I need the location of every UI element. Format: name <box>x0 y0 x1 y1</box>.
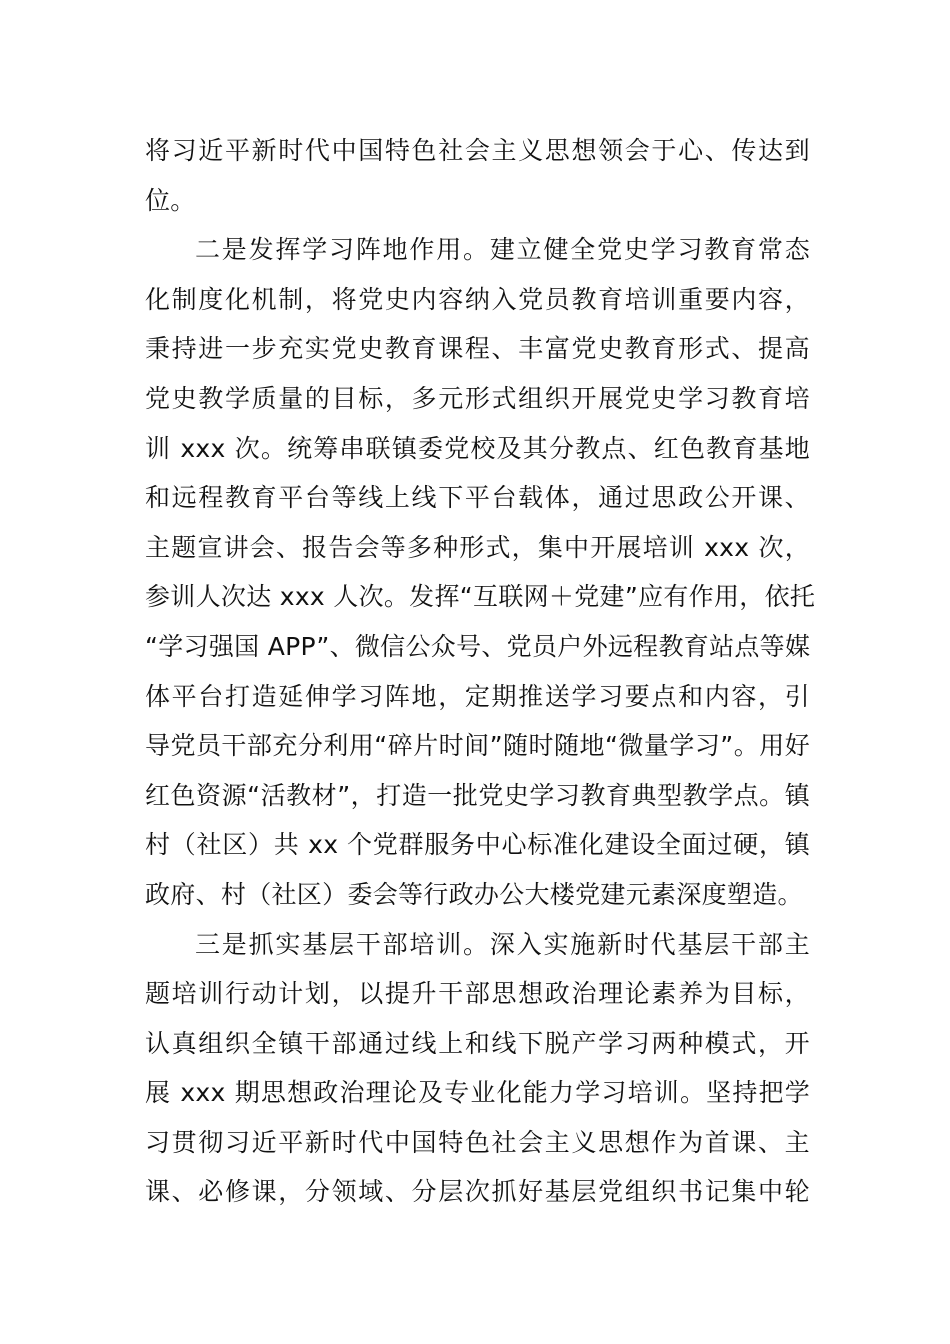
text-line: “学习强国 APP”、微信公众号、党员户外远程教育站点等媒 <box>145 631 811 661</box>
text-line: 二是发挥学习阵地作用。建立健全党史学习教育常态 <box>195 235 810 265</box>
text-line: 展 xxx 期思想政治理论及专业化能力学习培训。坚持把学 <box>145 1078 810 1108</box>
document-body <box>145 126 816 1217</box>
text-line: 和远程教育平台等线上线下平台载体，通过思政公开课、 <box>145 483 810 513</box>
text-line: 村（社区）共 xx 个党群服务中心标准化建设全面过硬，镇 <box>145 830 810 860</box>
text-line: 训 xxx 次。统筹串联镇委党校及其分教点、红色教育基地 <box>145 433 810 463</box>
text-line: 参训人次达 xxx 人次。发挥“互联网＋党建”应有作用，依托 <box>145 582 816 612</box>
paragraph-point-two <box>145 225 816 919</box>
text-line: 习贯彻习近平新时代中国特色社会主义思想作为首课、主 <box>145 1127 810 1157</box>
paragraph-point-three <box>145 920 810 1218</box>
text-line: 体平台打造延伸学习阵地，定期推送学习要点和内容，引 <box>145 681 810 711</box>
text-line: 认真组织全镇干部通过线上和线下脱产学习两种模式，开 <box>145 1028 810 1058</box>
text-line: 党史教学质量的目标，多元形式组织开展党史学习教育培 <box>145 383 810 413</box>
text-line: 政府、村（社区）委会等行政办公大楼党建元素深度塑造。 <box>145 879 803 909</box>
text-line: 将习近平新时代中国特色社会主义思想领会于心、传达到 <box>145 136 810 165</box>
text-line: 主题宣讲会、报告会等多种形式，集中开展培训 xxx 次， <box>145 532 810 562</box>
text-line: 课、必修课，分领域、分层次抓好基层党组织书记集中轮 <box>145 1177 810 1207</box>
text-line: 化制度化机制，将党史内容纳入党员教育培训重要内容， <box>145 284 810 314</box>
text-line: 位。 <box>145 185 196 215</box>
text-line: 导党员干部充分利用“碎片时间”随时随地“微量学习”。用好 <box>145 731 810 761</box>
paragraph-continuation <box>145 126 810 225</box>
text-line: 三是抓实基层干部培训。深入实施新时代基层干部主 <box>195 929 810 959</box>
text-line: 题培训行动计划，以提升干部思想政治理论素养为目标， <box>145 979 810 1009</box>
text-line: 秉持进一步充实党史教育课程、丰富党史教育形式、提高 <box>145 334 810 364</box>
text-line: 红色资源“活教材”，打造一批党史学习教育典型教学点。镇 <box>145 780 810 810</box>
